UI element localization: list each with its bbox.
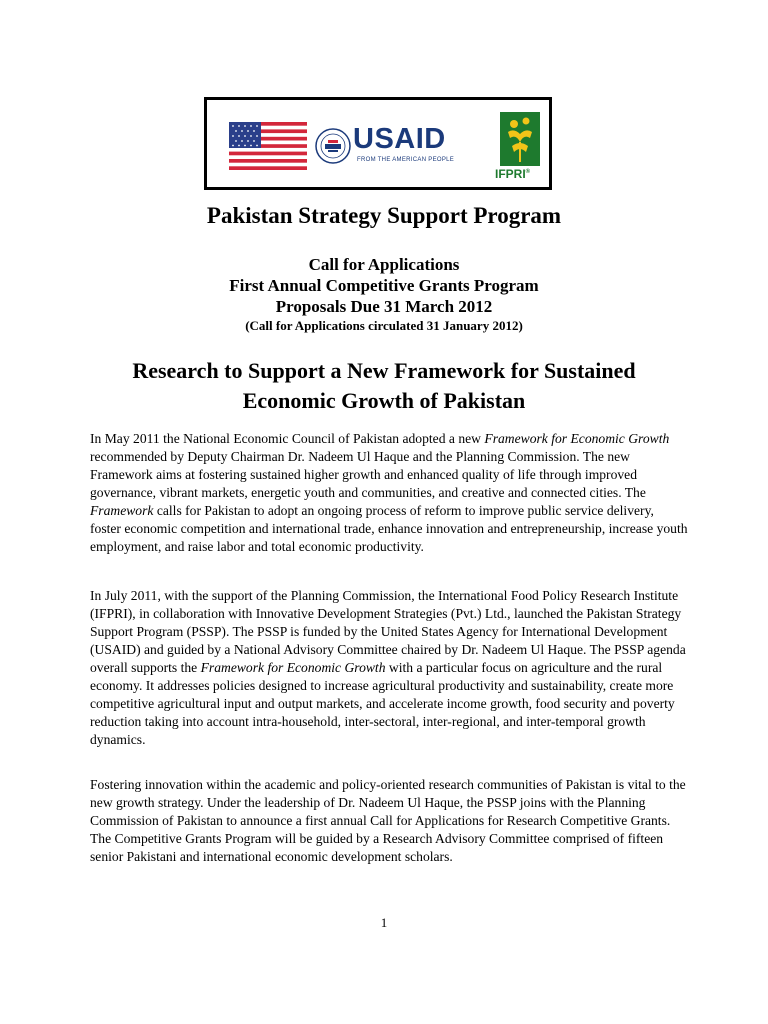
- usaid-tagline: FROM THE AMERICAN PEOPLE: [357, 157, 455, 163]
- logo-banner: [204, 97, 552, 190]
- paragraph-framework: In May 2011 the National Economic Council of Pakistan adopted a new Framework for Economic Growth recommended by Deputy Chairman Dr. Nadeem Ul Haque and the Planning Commission. The new Framework aims at fostering sustained higher growth and enhanced quality of life through improved governance, vibrant markets, energetic youth and communities, and creative and connected cities. The Framework calls for Pakistan to adopt an ongoing process of reform to improve public service delivery, foster economic competition and international trade, enhance innovation and entrepreneurship, increase youth employment, and raise labor and total economic productivity.: [90, 431, 688, 554]
- circulated-note: (Call for Applications circulated 31 January 2012): [245, 318, 523, 333]
- usaid-seal-icon: [315, 128, 351, 164]
- grants-program-heading: First Annual Competitive Grants Program: [229, 276, 539, 295]
- page-number: 1: [380, 915, 388, 930]
- usaid-wordmark: USAID: [353, 123, 446, 155]
- paragraph-innovation: Fostering innovation within the academic and policy-oriented research communities of Pakistan is vital to the new growth strategy. Under the leadership of Dr. Nadeem Ul Haque, the PSSP joins with the Planning Commission of Pakistan to announce a first annual Call for Applications for Research Competitive Grants. The Competitive Grants Program will be guided by a Research Advisory Committee comprised of fifteen senior Pakistani and international economic development scholars.: [90, 777, 686, 864]
- cfa-heading: Call for Applications: [308, 255, 460, 274]
- ifpri-wordmark: IFPRI®: [495, 167, 531, 181]
- call-for-applications-block: [0, 254, 768, 317]
- ifpri-logo-icon: [500, 112, 540, 166]
- document-title: Research to Support a New Framework for Sustained Economic Growth of Pakistan: [132, 358, 636, 413]
- program-title: Pakistan Strategy Support Program: [206, 203, 562, 228]
- paragraph-pssp: In July 2011, with the support of the Planning Commission, the International Food Policy Research Institute (IFPRI), in collaboration with Innovative Development Strategies (Pvt.) Ltd., launched the Pakistan Strategy Support Program (PSSP). The PSSP is funded by the United States Agency for International Development (USAID) and guided by a National Advisory Committee chaired by Dr. Nadeem Ul Haque. The PSSP agenda overall supports the Framework for Economic Growth with a particular focus on agriculture and the rural economy. It addresses policies designed to increase agricultural productivity and sustainability, create more competitive agricultural input and output markets, and accelerate income growth, food security and poverty reduction taking into account intra-household, inter-sectoral, inter-regional, and inter-temporal growth dynamics.: [90, 588, 686, 747]
- us-flag-icon: [229, 122, 307, 170]
- proposal-due-date: Proposals Due 31 March 2012: [275, 297, 493, 316]
